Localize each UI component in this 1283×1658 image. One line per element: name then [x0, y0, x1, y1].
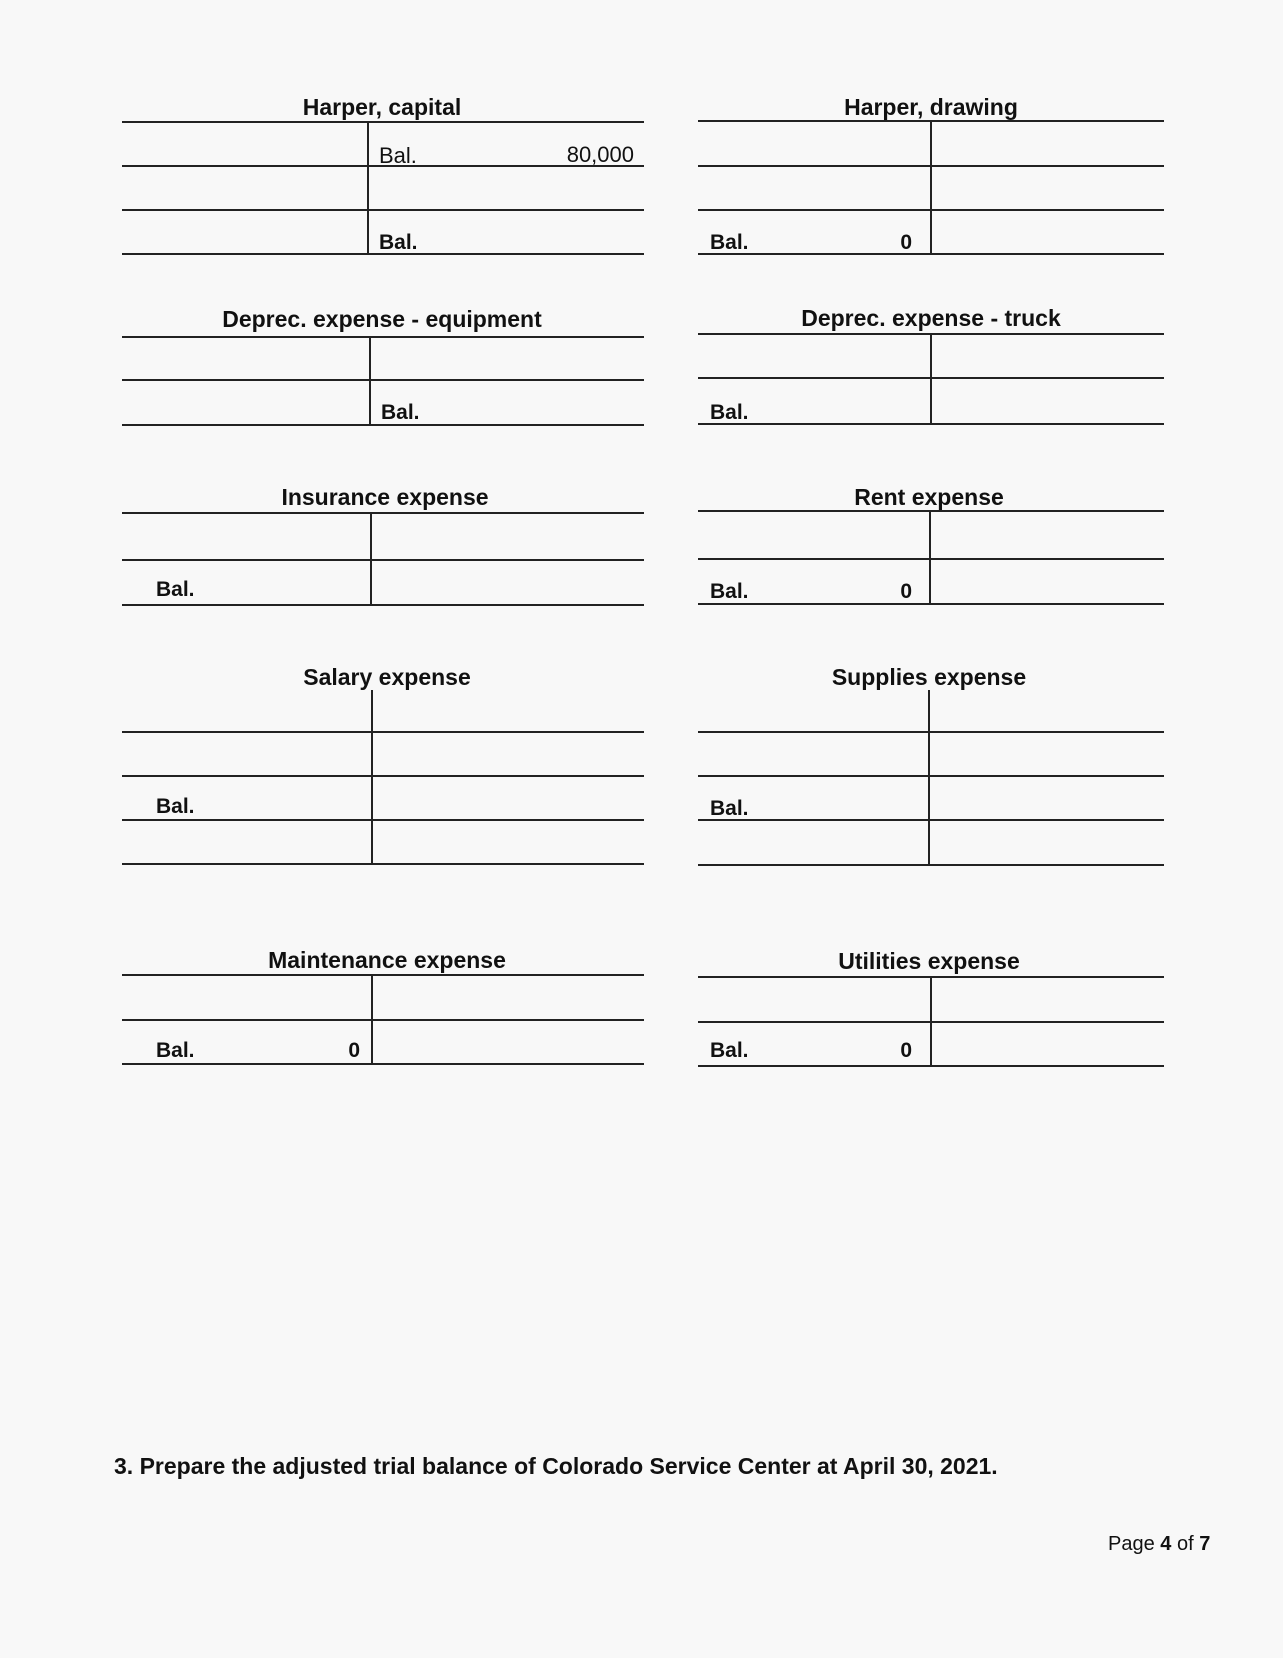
- t-account-divider: [369, 337, 371, 425]
- ledger-line: [698, 864, 1164, 866]
- account-title: Rent expense: [854, 484, 1004, 510]
- balance-label: Bal.: [156, 795, 195, 818]
- balance-label: Bal.: [710, 1039, 749, 1062]
- ledger-line: [122, 819, 644, 821]
- t-account-divider: [371, 975, 373, 1064]
- ledger-line: [698, 558, 1164, 560]
- t-account-divider: [370, 513, 372, 605]
- balance-value: 0: [900, 580, 912, 603]
- t-account-divider: [928, 690, 930, 865]
- t-account-divider: [929, 511, 931, 604]
- t-account-divider: [367, 122, 369, 254]
- page-prefix: Page: [1108, 1533, 1161, 1555]
- t-account-header-line: [122, 121, 644, 123]
- balance-label: Bal.: [156, 578, 195, 601]
- ledger-line: [122, 1019, 644, 1021]
- balance-value: 0: [900, 231, 912, 254]
- account-title: Salary expense: [303, 664, 471, 690]
- t-account-divider: [930, 334, 932, 424]
- ledger-line: [122, 209, 644, 211]
- account-title: Supplies expense: [831, 664, 1027, 690]
- t-account-header-line: [122, 731, 644, 733]
- ledger-line: [698, 819, 1164, 821]
- ledger-line: [122, 1063, 644, 1065]
- ledger-line: [122, 775, 644, 777]
- balance-label: Bal.: [381, 401, 420, 424]
- balance-label: Bal.: [156, 1039, 195, 1062]
- t-account-divider: [371, 690, 373, 864]
- ledger-line: [698, 775, 1164, 777]
- instruction-text: 3. Prepare the adjusted trial balance of Colorado Service Center at April 30, 2021.: [114, 1453, 998, 1479]
- account-title: Deprec. expense - equipment: [222, 306, 542, 332]
- page-current: 4: [1160, 1533, 1172, 1555]
- t-account-header-line: [122, 336, 644, 338]
- page-middle: of: [1171, 1533, 1200, 1555]
- account-title: Harper, drawing: [844, 94, 1018, 120]
- balance-value: 0: [900, 1039, 912, 1062]
- balance-label: Bal.: [379, 143, 417, 168]
- t-account-header-line: [698, 510, 1164, 512]
- t-account-divider: [930, 977, 932, 1066]
- balance-value: 0: [348, 1039, 360, 1062]
- t-account-header-line: [122, 974, 644, 976]
- t-account-header-line: [122, 512, 644, 514]
- balance-label: Bal.: [710, 231, 749, 254]
- balance-label: Bal.: [379, 231, 418, 254]
- ledger-line: [122, 863, 644, 865]
- ledger-line: [698, 603, 1164, 605]
- page-total: 7: [1199, 1533, 1211, 1555]
- balance-label: Bal.: [710, 580, 749, 603]
- balance-label: Bal.: [710, 797, 749, 820]
- account-title: Utilities expense: [838, 948, 1020, 974]
- balance-value: 80,000: [566, 142, 634, 167]
- page-number: [1108, 1533, 1210, 1556]
- account-title: Maintenance expense: [268, 947, 506, 973]
- account-title: Deprec. expense - truck: [801, 305, 1061, 331]
- t-account-header-line: [698, 731, 1164, 733]
- account-title: Harper, capital: [302, 94, 462, 120]
- t-account-divider: [930, 121, 932, 254]
- ledger-line: [122, 379, 644, 381]
- account-title: Insurance expense: [281, 484, 489, 510]
- ledger-line: [122, 559, 644, 561]
- ledger-line: [122, 604, 644, 606]
- balance-label: Bal.: [710, 401, 749, 424]
